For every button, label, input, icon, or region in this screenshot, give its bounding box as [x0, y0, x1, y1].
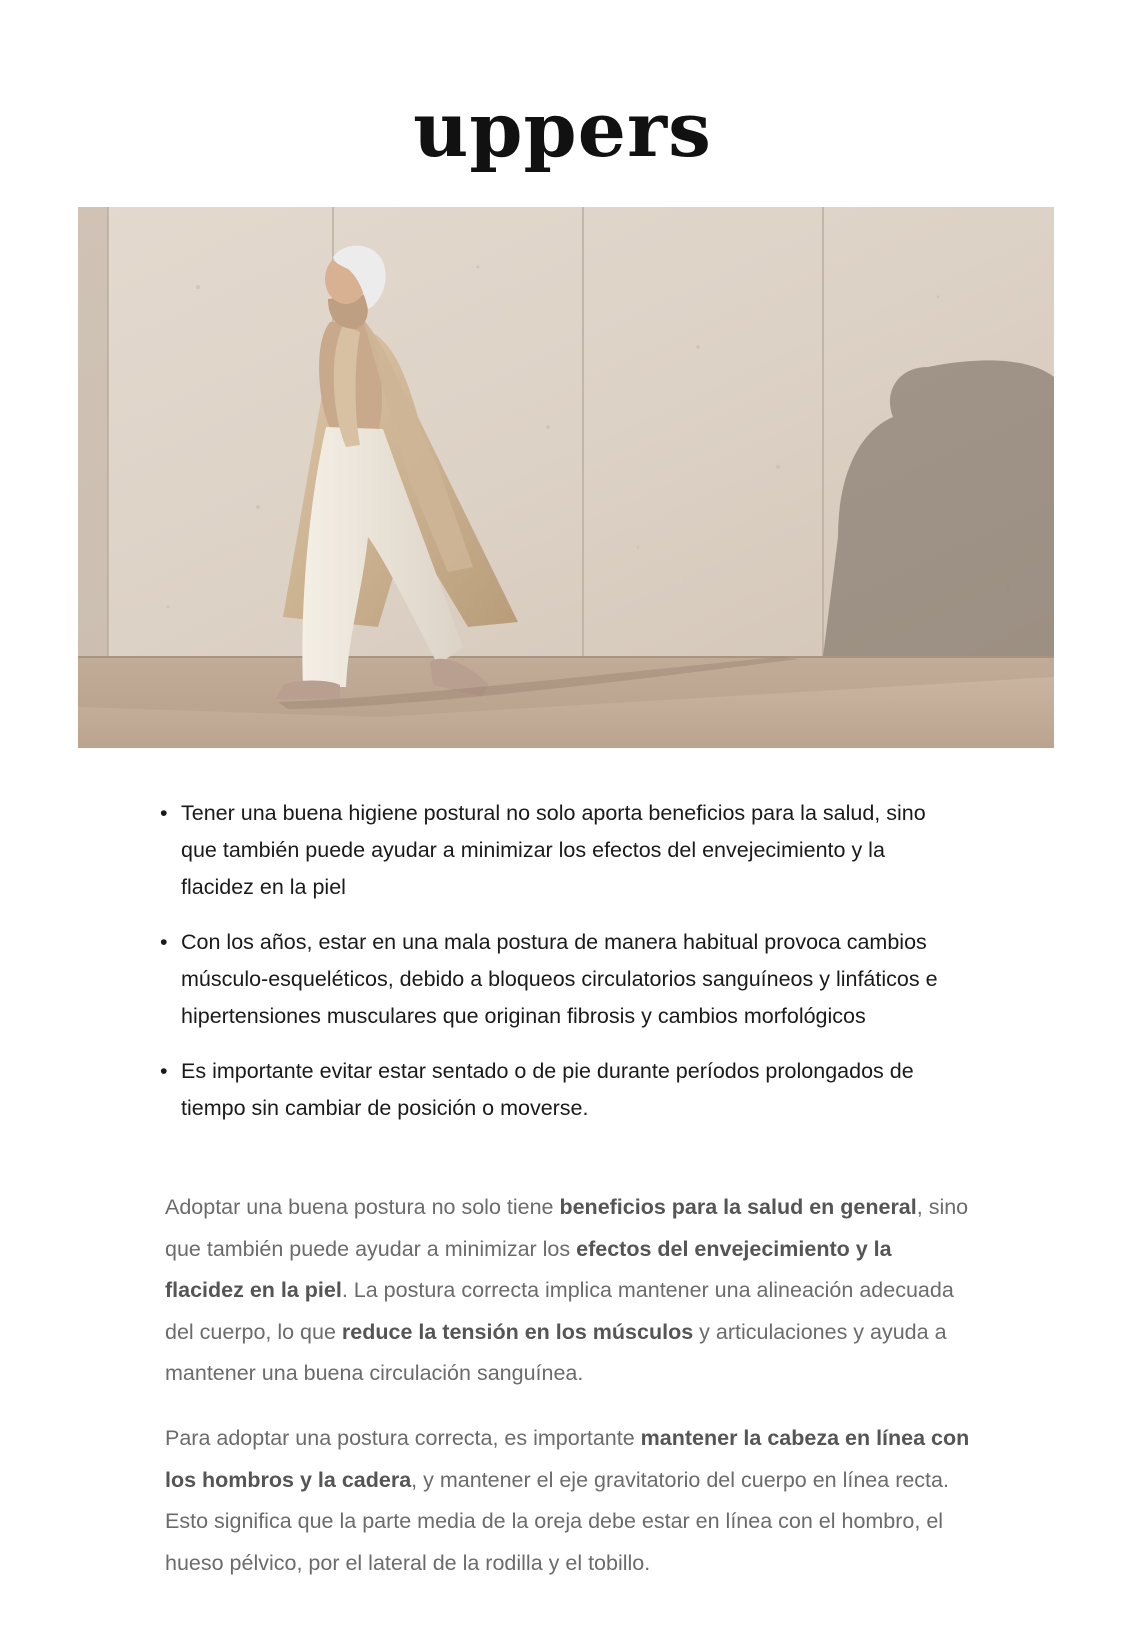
text-span: Adoptar una buena postura no solo tiene — [165, 1195, 560, 1219]
text-span: y articulaciones y ayuda a mantener una buena circulación sanguínea. — [165, 1319, 947, 1385]
bullet-item: • Con los años, estar en una mala postura de manera habitual provoca cambios músculo-esqueléticos, debido a bloqueos circulatorios sanguíneos y linfáticos e hipertensiones musculares que originan fibrosis y cambios morfológicos — [160, 924, 960, 1035]
brand-logo[interactable]: uppers — [413, 85, 712, 174]
body-paragraph-1 — [165, 1187, 975, 1395]
text-span: . La postura correcta implica mantener una alineación adecuada del cuerpo, lo que — [165, 1278, 954, 1344]
summary-bullet-list — [160, 795, 960, 1145]
text-span: , y mantener el eje gravitatorio del cuerpo en línea recta. Esto significa que la parte media de la oreja debe estar en línea con el hombro, el hueso pélvico, por el lateral de la rodilla y el tobillo. — [165, 1467, 949, 1575]
bold-span: reduce la tensión en los músculos — [341, 1319, 694, 1344]
bullet-item: • Tener una buena higiene postural no solo aporta beneficios para la salud, sino que también puede ayudar a minimizar los efectos del envejecimiento y la flacidez en la piel — [160, 795, 960, 906]
text-span: , sino que también puede ayudar a minimizar los — [165, 1195, 969, 1261]
bold-span: efectos del envejecimiento y la flacidez en la piel — [165, 1236, 892, 1302]
text-span: Para adoptar una postura correcta, es importante — [165, 1426, 641, 1450]
bold-span: beneficios para la salud en general — [559, 1195, 917, 1219]
bold-span: mantener la cabeza en línea con los hombros y la cadera — [165, 1426, 970, 1492]
body-paragraph-2 — [165, 1418, 975, 1584]
hero-photo-illustration — [78, 207, 1054, 748]
hero-image — [78, 207, 1054, 748]
bullet-item: • Es importante evitar estar sentado o de pie durante períodos prolongados de tiempo sin cambiar de posición o moverse. — [160, 1053, 960, 1127]
